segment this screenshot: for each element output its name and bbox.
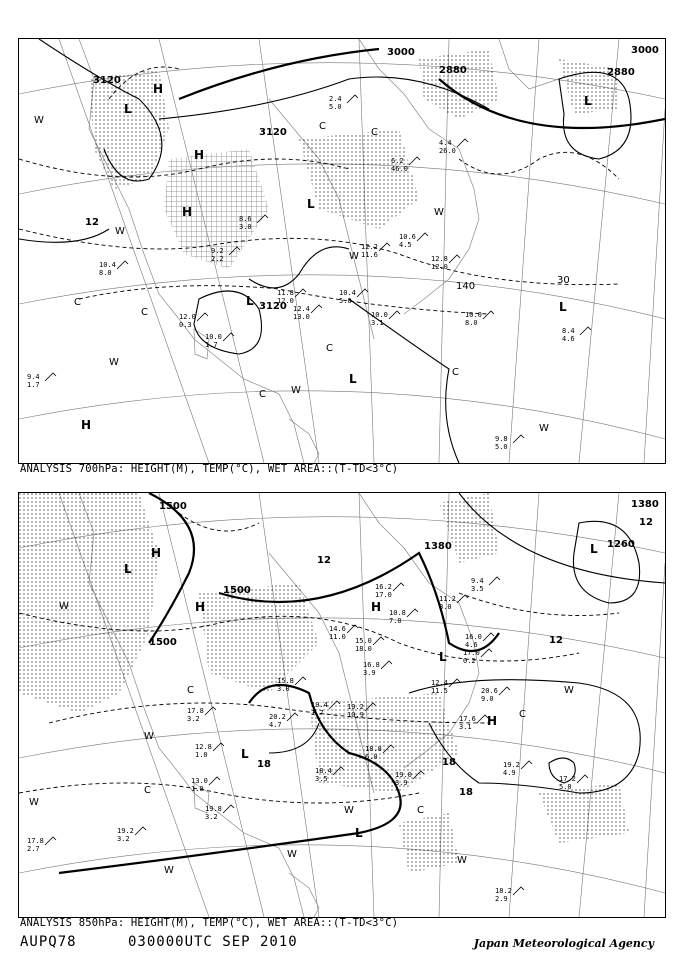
warm-symbol: W	[539, 423, 549, 434]
low-symbol: L	[559, 300, 567, 314]
obs-dewpoint-depression: 3.2	[117, 835, 130, 843]
height-label: 12	[639, 517, 653, 528]
obs-temp: 10.6	[399, 233, 416, 241]
high-symbol: H	[487, 714, 498, 728]
obs-temp: 9.4	[471, 577, 484, 585]
obs-temp: 8.4	[562, 327, 575, 335]
latitude-label: 30	[557, 275, 570, 286]
high-symbol: H	[81, 418, 92, 432]
warm-symbol: W	[457, 855, 467, 866]
warm-symbol: W	[115, 226, 125, 237]
obs-temp: 10.0	[465, 311, 482, 319]
obs-dewpoint-depression: 3.2	[187, 715, 200, 723]
obs-temp: 18.4	[315, 767, 332, 775]
obs-temp: 11.2	[439, 595, 456, 603]
obs-dewpoint-depression: 0.3	[179, 321, 192, 329]
obs-dewpoint-depression: 1.7	[311, 709, 324, 717]
warm-symbol: W	[287, 849, 297, 860]
warm-symbol: W	[434, 207, 444, 218]
obs-dewpoint-depression: 5.0	[329, 103, 342, 111]
low-symbol: L	[349, 372, 357, 386]
warm-symbol: W	[349, 251, 359, 262]
height-label: 18	[442, 757, 456, 768]
cold-symbol: C	[519, 709, 526, 720]
obs-temp: 12.0	[179, 313, 196, 321]
high-symbol: H	[153, 82, 164, 96]
longitude-label: 140	[456, 281, 476, 292]
warm-symbol: W	[291, 385, 301, 396]
warm-symbol: W	[344, 805, 354, 816]
obs-dewpoint-depression: 12.0	[431, 263, 448, 271]
obs-dewpoint-depression: 4.9	[503, 769, 516, 777]
cold-symbol: C	[326, 343, 333, 354]
obs-dewpoint-depression: 1.7	[27, 381, 40, 389]
obs-dewpoint-depression: 13.0	[293, 313, 310, 321]
obs-temp: 16.0	[465, 633, 482, 641]
obs-dewpoint-depression: 11.5	[431, 687, 448, 695]
obs-dewpoint-depression: 1.7	[205, 341, 218, 349]
warm-symbol: W	[29, 797, 39, 808]
warm-symbol: W	[144, 731, 154, 742]
agency-name: Japan Meteorological Agency	[473, 937, 654, 950]
height-label: 12	[85, 217, 99, 228]
low-symbol: L	[307, 197, 315, 211]
cold-symbol: C	[74, 297, 81, 308]
obs-dewpoint-depression: 11.0	[329, 633, 346, 641]
height-label: 2880	[439, 65, 467, 76]
obs-dewpoint-depression: 17.0	[375, 591, 392, 599]
cold-symbol: C	[144, 785, 151, 796]
cold-symbol: C	[319, 121, 326, 132]
low-symbol: L	[590, 542, 598, 556]
obs-dewpoint-depression: 4.5	[399, 241, 412, 249]
obs-temp: 10.8	[389, 609, 406, 617]
height-label: 18	[459, 787, 473, 798]
obs-dewpoint-depression: 6.0	[365, 753, 378, 761]
cold-symbol: C	[141, 307, 148, 318]
height-label: 1380	[631, 499, 659, 510]
high-symbol: H	[194, 148, 205, 162]
obs-temp: 6.2	[391, 157, 404, 165]
height-label: 1500	[159, 501, 187, 512]
obs-dewpoint-depression: 3.5	[471, 585, 484, 593]
obs-dewpoint-depression: 2.2	[211, 255, 224, 263]
obs-temp: 15.8	[277, 677, 294, 685]
obs-dewpoint-depression: 8.0	[99, 269, 112, 277]
obs-temp: 9.2	[211, 247, 224, 255]
obs-temp: 20.6	[481, 687, 498, 695]
obs-dewpoint-depression: 3.0	[277, 685, 290, 693]
obs-temp: 19.2	[117, 827, 134, 835]
low-symbol: L	[246, 294, 254, 308]
cold-symbol: C	[371, 127, 378, 138]
obs-dewpoint-depression: 3.5	[315, 775, 328, 783]
warm-symbol: W	[164, 865, 174, 876]
obs-dewpoint-depression: 11.6	[361, 251, 378, 259]
obs-temp: 8.6	[239, 215, 252, 223]
obs-temp: 19.2	[347, 703, 364, 711]
obs-dewpoint-depression: 1.0	[191, 785, 204, 793]
height-label: 3120	[259, 127, 287, 138]
obs-dewpoint-depression: 18.0	[355, 645, 372, 653]
obs-temp: 12.4	[431, 679, 448, 687]
low-symbol: L	[241, 747, 249, 761]
low-symbol: L	[584, 94, 592, 108]
high-symbol: H	[371, 600, 382, 614]
height-label: 3000	[631, 45, 659, 56]
obs-dewpoint-depression: 3.0	[239, 223, 252, 231]
obs-dewpoint-depression: 0.2	[463, 657, 476, 665]
high-symbol: H	[182, 205, 193, 219]
obs-temp: 9.8	[495, 435, 508, 443]
obs-dewpoint-depression: 8.0	[465, 319, 478, 327]
obs-temp: 13.0	[191, 777, 208, 785]
warm-symbol: W	[34, 115, 44, 126]
valid-time: 030000UTC SEP 2010	[128, 934, 298, 950]
obs-temp: 12.8	[195, 743, 212, 751]
warm-symbol: W	[59, 601, 69, 612]
cold-symbol: C	[417, 805, 424, 816]
obs-dewpoint-depression: 12.0	[277, 297, 294, 305]
obs-dewpoint-depression: 1.0	[195, 751, 208, 759]
obs-dewpoint-depression: 2.9	[495, 895, 508, 903]
obs-dewpoint-depression: 3.9	[363, 669, 376, 677]
obs-temp: 9.4	[27, 373, 40, 381]
obs-dewpoint-depression: 3.1	[371, 319, 384, 327]
warm-symbol: W	[109, 357, 119, 368]
height-label: 2880	[607, 67, 635, 78]
obs-temp: 17.0	[463, 649, 480, 657]
obs-dewpoint-depression: 7.0	[389, 617, 402, 625]
height-label: 1500	[223, 585, 251, 596]
obs-temp: 19.0	[395, 771, 412, 779]
height-label: 12	[549, 635, 563, 646]
obs-temp: 10.0	[371, 311, 388, 319]
obs-temp: 19.2	[503, 761, 520, 769]
low-symbol: L	[355, 826, 363, 840]
obs-temp: 16.8	[363, 661, 380, 669]
height-label: 3120	[259, 301, 287, 312]
cold-symbol: C	[259, 389, 266, 400]
obs-temp: 10.4	[339, 289, 356, 297]
obs-temp: 12.2	[361, 243, 378, 251]
height-label: 12	[317, 555, 331, 566]
obs-dewpoint-depression: 8.0	[439, 603, 452, 611]
obs-dewpoint-depression: 5.0	[495, 443, 508, 451]
low-symbol: L	[124, 562, 132, 576]
obs-dewpoint-depression: 9.0	[481, 695, 494, 703]
obs-temp: 12.8	[431, 255, 448, 263]
cold-symbol: C	[187, 685, 194, 696]
bulletin-code: AUPQ78	[20, 934, 77, 950]
obs-dewpoint-depression: 4.7	[269, 721, 282, 729]
obs-temp: 18.8	[365, 745, 382, 753]
height-label: 3000	[387, 47, 415, 58]
obs-dewpoint-depression: 2.7	[27, 845, 40, 853]
obs-temp: 4.4	[439, 139, 452, 147]
obs-temp: 14.6	[329, 625, 346, 633]
map-700hpa-svg	[19, 39, 665, 463]
obs-dewpoint-depression: 4.6	[465, 641, 478, 649]
obs-temp: 2.4	[329, 95, 342, 103]
obs-temp: 10.0	[205, 333, 222, 341]
height-label: 18	[257, 759, 271, 770]
obs-temp: 17.6	[459, 715, 476, 723]
map-850hpa-svg	[19, 493, 665, 917]
height-label: 1260	[607, 539, 635, 550]
obs-temp: 15.0	[355, 637, 372, 645]
obs-temp: 17.8	[187, 707, 204, 715]
obs-dewpoint-depression: 26.0	[439, 147, 456, 155]
obs-dewpoint-depression: 5.0	[339, 297, 352, 305]
obs-temp: 10.4	[99, 261, 116, 269]
obs-dewpoint-depression: 5.0	[559, 783, 572, 791]
high-symbol: H	[151, 546, 162, 560]
obs-dewpoint-depression: 3.2	[205, 813, 218, 821]
obs-temp: 12.4	[293, 305, 310, 313]
obs-temp: 20.2	[269, 713, 286, 721]
caption-700hpa: ANALYSIS 700hPa: HEIGHT(M), TEMP(°C), WET AREA::(T-TD<3°C)	[20, 463, 399, 475]
warm-symbol: W	[564, 685, 574, 696]
chart-850hpa	[18, 492, 666, 918]
obs-temp: 18.2	[495, 887, 512, 895]
obs-dewpoint-depression: 3.9	[395, 779, 408, 787]
height-label: 3120	[93, 75, 121, 86]
obs-temp: 17.2	[559, 775, 576, 783]
low-symbol: L	[124, 102, 132, 116]
obs-dewpoint-depression: 46.0	[391, 165, 408, 173]
height-label: 1380	[424, 541, 452, 552]
obs-temp: 11.8	[277, 289, 294, 297]
low-symbol: L	[439, 650, 447, 664]
obs-temp: 16.2	[375, 583, 392, 591]
obs-dewpoint-depression: 4.6	[562, 335, 575, 343]
obs-dewpoint-depression: 3.1	[459, 723, 472, 731]
obs-temp: 17.8	[27, 837, 44, 845]
obs-temp: 19.8	[205, 805, 222, 813]
obs-temp: 19.4	[311, 701, 328, 709]
high-symbol: H	[195, 600, 206, 614]
wet-areas-850	[19, 493, 629, 873]
height-label: 1500	[149, 637, 177, 648]
caption-850hpa: ANALYSIS 850hPa: HEIGHT(M), TEMP(°C), WET AREA::(T-TD<3°C)	[20, 917, 399, 929]
obs-dewpoint-depression: 10.9	[347, 711, 364, 719]
chart-700hpa	[18, 38, 666, 464]
cold-symbol: C	[452, 367, 459, 378]
